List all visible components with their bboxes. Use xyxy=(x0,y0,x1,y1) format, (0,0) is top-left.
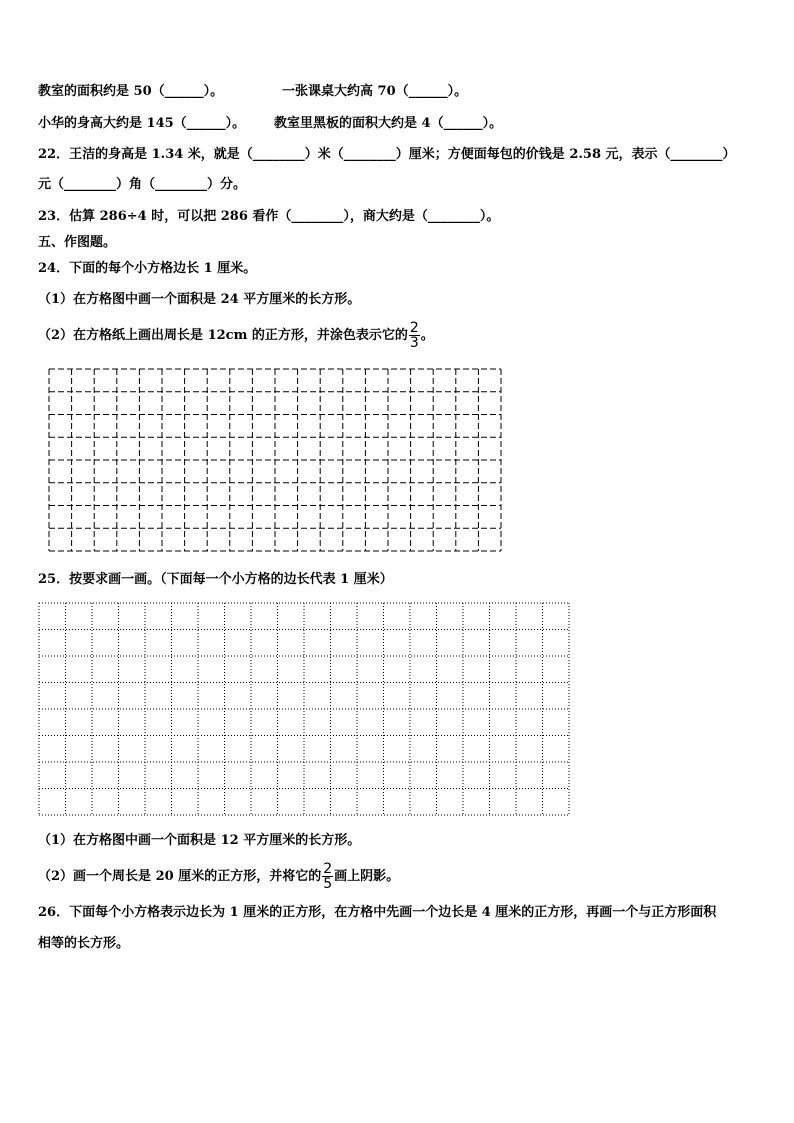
question-24: 24．下面的每个小方格边长 1 厘米。 xyxy=(38,261,257,276)
line-height-xiaohua: 小华的身高大约是 145（______）。 xyxy=(38,116,246,131)
question-26-line2: 相等的长方形。 xyxy=(38,936,130,951)
grid-question-25[interactable] xyxy=(38,602,570,816)
fraction-denominator: 5 xyxy=(323,876,333,892)
question-22-line1: 22．王洁的身高是 1.34 米，就是（________）米（________）厘米；方便面每包的价钱是 2.58 元，表示（________） xyxy=(38,147,736,162)
question-25: 25．按要求画一画。（下面每一个小方格的边长代表 1 厘米） xyxy=(38,572,393,587)
question-26-line1: 26．下面每个小方格表示边长为 1 厘米的正方形，在方格中先画一个边长是 4 厘米的正方形，再画一个与正方形面积 xyxy=(38,905,717,920)
question-25-part2-end: 画上阴影。 xyxy=(334,869,400,884)
question-24-part2 xyxy=(38,320,434,352)
line-desk-height: 一张课桌大约高 70（______）。 xyxy=(282,84,468,99)
section-5-heading: 五、作图题。 xyxy=(38,235,117,250)
line-classroom-area: 教室的面积约是 50（______）。 xyxy=(38,84,224,99)
fraction-two-fifths xyxy=(322,862,333,891)
line-blackboard-area: 教室里黑板的面积大约是 4（______）。 xyxy=(274,116,503,131)
fraction-numerator: 2 xyxy=(323,861,333,877)
question-24-part2-text: （2）在方格纸上画出周长是 12cm 的正方形，并涂色表示它的 xyxy=(38,328,408,343)
fraction-denominator: 3 xyxy=(409,335,419,351)
fraction-numerator: 2 xyxy=(409,320,419,336)
question-25-part1: （1）在方格图中画一个面积是 12 平方厘米的长方形。 xyxy=(38,833,361,848)
grid-25-lines xyxy=(39,603,569,815)
question-22-line2: 元（________）角（________）分。 xyxy=(38,177,247,192)
fraction-two-thirds xyxy=(409,321,420,350)
question-24-part1: （1）在方格图中画一个面积是 24 平方厘米的长方形。 xyxy=(38,292,361,307)
question-24-part2-end: 。 xyxy=(420,328,434,343)
grid-24-lines xyxy=(49,369,501,551)
grid-question-24[interactable] xyxy=(48,368,502,552)
question-25-part2 xyxy=(38,860,399,894)
question-25-part2-text: （2）画一个周长是 20 厘米的正方形，并将它的 xyxy=(38,869,322,884)
question-23: 23．估算 286÷4 时，可以把 286 看作（________），商大约是（________）。 xyxy=(38,209,500,224)
